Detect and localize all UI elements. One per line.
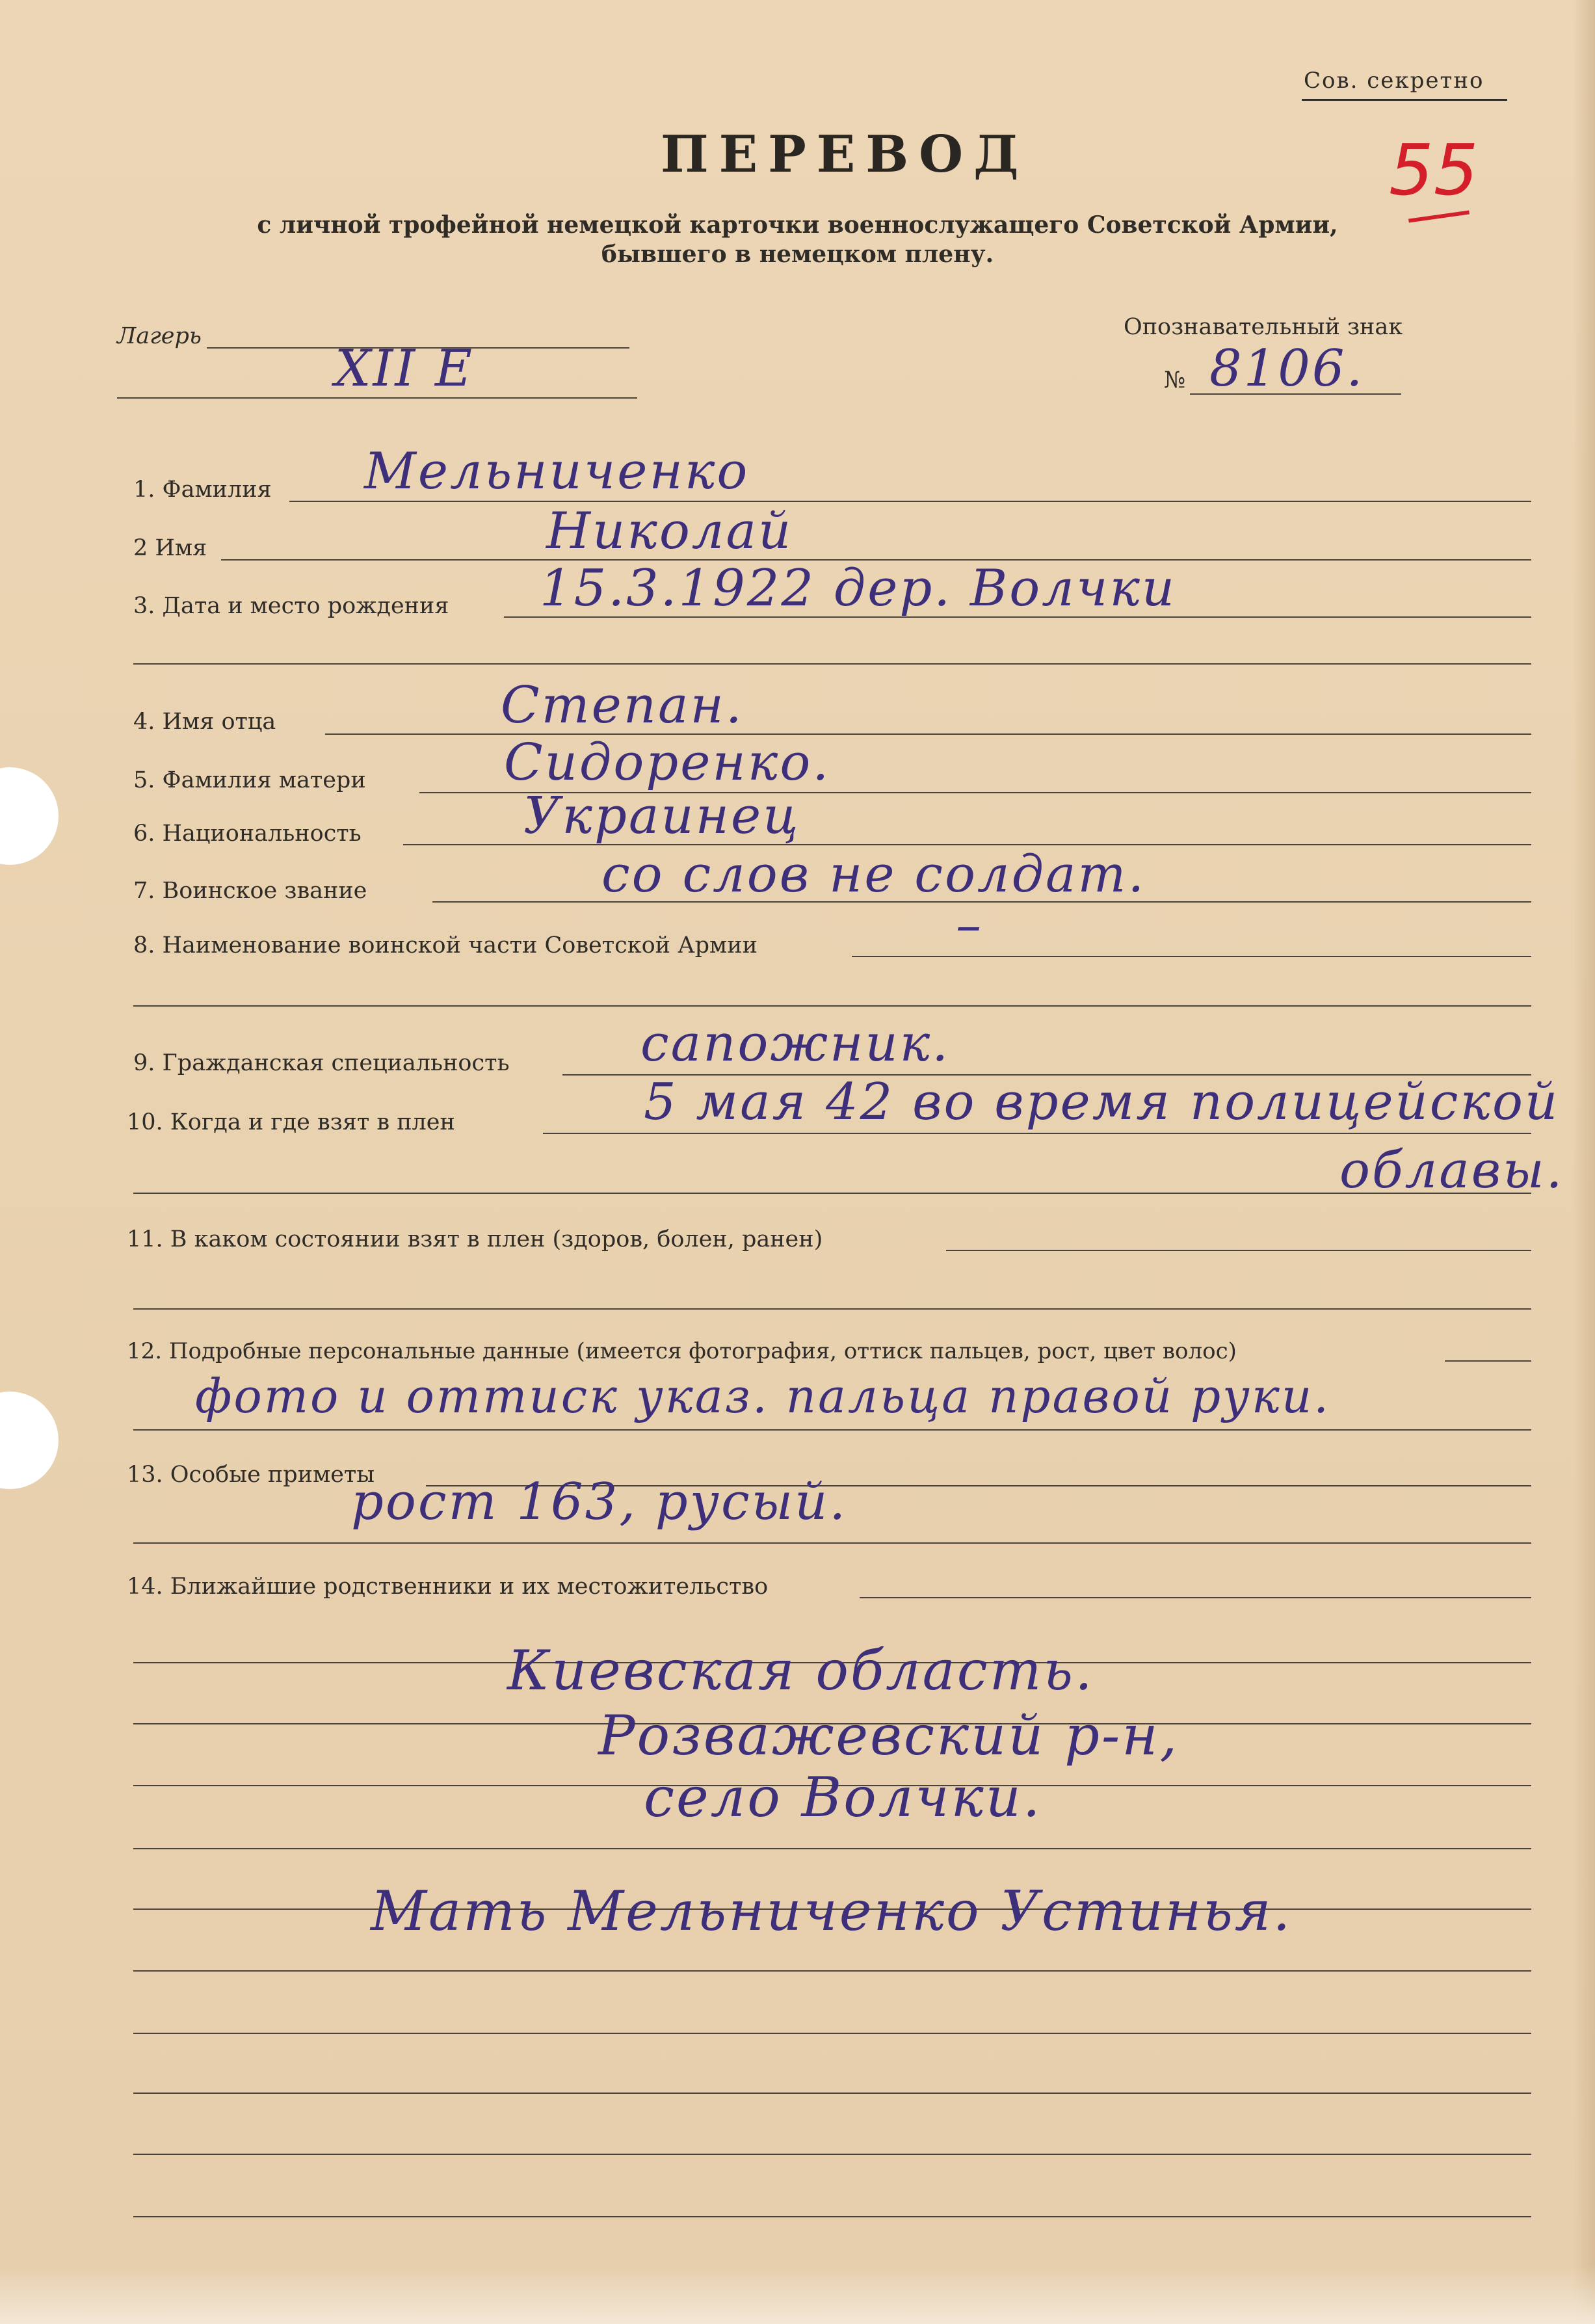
relatives-address-line-2: Розважевский р-н, — [598, 1704, 1180, 1767]
birth-label: 3. Дата и место рождения — [133, 593, 449, 619]
first-name-value: Николай — [546, 502, 793, 561]
camp-value: XII E — [335, 339, 474, 398]
special-marks-line-2 — [133, 1542, 1531, 1544]
military-unit-value: – — [956, 896, 983, 955]
relatives-line-5 — [133, 1848, 1531, 1849]
birth-line-2 — [133, 663, 1531, 665]
nationality-value: Украинец — [523, 787, 800, 845]
personal-data-label: 12. Подробные персональные данные (имеется фотография, оттиск пальцев, рост, цвет волос) — [127, 1338, 1237, 1364]
relatives-mother-name: Мать Мельниченко Устинья. — [371, 1879, 1293, 1943]
relatives-line-11 — [133, 2216, 1531, 2217]
relatives-line — [860, 1597, 1531, 1598]
personal-data-value: фото и оттиск указ. пальца правой руки. — [195, 1369, 1331, 1423]
personal-data-line-2 — [133, 1429, 1531, 1431]
surname-label: 1. Фамилия — [133, 477, 272, 503]
tag-number-sign: № — [1164, 367, 1186, 393]
classification-stamp: Сов. секретно — [1304, 68, 1484, 94]
classification-underline — [1302, 99, 1507, 101]
special-marks-value: рост 163, русый. — [351, 1473, 848, 1531]
military-unit-line-2 — [133, 1005, 1531, 1007]
red-handwritten-number: 55 — [1389, 130, 1479, 211]
document-title: ПЕРЕВОД — [661, 125, 1029, 184]
civil-profession-label: 9. Гражданская специальность — [133, 1050, 510, 1076]
capture-line — [543, 1133, 1531, 1134]
condition-label: 11. В каком состоянии взят в плен (здоров, болен, ранен) — [127, 1226, 823, 1252]
military-unit-line — [852, 956, 1531, 957]
tag-label: Опознавательный знак — [1124, 314, 1403, 340]
camp-label: Лагерь — [117, 323, 202, 349]
punch-hole-lower — [0, 1392, 59, 1489]
military-unit-label: 8. Наименование воинской части Советской Армии — [133, 932, 758, 958]
relatives-address-line-1: Киевская область. — [507, 1639, 1094, 1702]
capture-value-continued: облавы. — [1339, 1141, 1564, 1200]
mother-surname-label: 5. Фамилия матери — [133, 767, 366, 793]
rank-label: 7. Воинское звание — [133, 878, 367, 904]
capture-value: 5 мая 42 во время полицейской — [644, 1073, 1560, 1131]
rank-value: со слов не солдат. — [601, 845, 1146, 904]
condition-line-2 — [133, 1308, 1531, 1310]
relatives-line-7 — [133, 1970, 1531, 1972]
tag-value: 8106. — [1209, 339, 1365, 398]
capture-line-2 — [133, 1193, 1531, 1194]
condition-line — [946, 1250, 1531, 1251]
surname-value: Мельниченко — [364, 442, 750, 501]
relatives-address-line-3: село Волчки. — [644, 1765, 1042, 1829]
relatives-line-9 — [133, 2093, 1531, 2094]
first-name-label: 2 Имя — [133, 535, 207, 561]
personal-data-line — [1445, 1360, 1531, 1362]
relatives-label: 14. Ближайшие родственники и их местожительство — [127, 1574, 769, 1600]
father-name-label: 4. Имя отца — [133, 709, 276, 735]
nationality-label: 6. Национальность — [133, 821, 362, 847]
capture-label: 10. Когда и где взят в плен — [127, 1109, 455, 1135]
document-subtitle-line-2: бывшего в немецком плену. — [601, 241, 994, 268]
surname-line — [289, 501, 1531, 502]
relatives-line-10 — [133, 2154, 1531, 2155]
paper-edge-shadow — [1573, 0, 1595, 2324]
relatives-line-8 — [133, 2033, 1531, 2034]
special-marks-label: 13. Особые приметы — [127, 1462, 375, 1488]
punch-hole-upper — [0, 767, 59, 865]
mother-surname-value: Сидоренко. — [504, 733, 831, 792]
civil-profession-value: сапожник. — [640, 1014, 951, 1073]
document-subtitle-line-1: с личной трофейной немецкой карточки военнослужащего Советской Армии, — [257, 211, 1338, 239]
paper-bottom-edge — [0, 2265, 1595, 2324]
father-name-value: Степан. — [501, 676, 744, 735]
birth-value: 15.3.1922 дер. Волчки — [540, 559, 1177, 618]
